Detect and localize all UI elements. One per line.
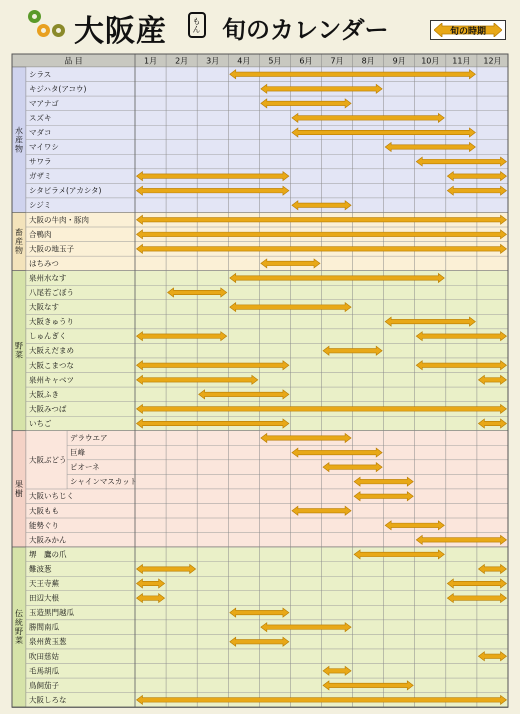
item-label: 大阪の地玉子 — [29, 244, 74, 254]
month-label: 11月 — [452, 56, 471, 66]
item-label: 田辺大根 — [29, 593, 59, 603]
item-label: 大阪もも — [29, 506, 59, 516]
month-label: 1月 — [143, 56, 158, 66]
item-label: 大阪きゅうり — [29, 317, 74, 327]
page-title: 旬のカレンダー — [222, 16, 389, 44]
item-label: 泉州黄玉葱 — [29, 637, 67, 647]
item-label: 大阪えだまめ — [29, 346, 74, 356]
item-label: 八尾若ごぼう — [29, 288, 74, 298]
month-label: 2月 — [175, 56, 189, 66]
item-sublabel: ピオーネ — [70, 462, 100, 472]
item-label: ガザミ — [29, 171, 52, 181]
category-label-char: 統 — [15, 618, 23, 628]
category-label-char: 産 — [15, 135, 23, 145]
item-sublabel: 巨峰 — [70, 448, 85, 458]
item-label: いちご — [29, 418, 52, 428]
category-label-char: 野 — [15, 627, 23, 637]
category-label-char: 野 — [15, 341, 23, 351]
item-label: 泉州キャベツ — [29, 375, 74, 385]
item-label: キジハタ(アコウ) — [29, 84, 87, 94]
legend-label: 旬の時期 — [449, 27, 486, 37]
item-label: 能勢ぐり — [29, 520, 59, 530]
month-label: 3月 — [206, 56, 220, 66]
item-label: 大阪みかん — [29, 535, 67, 545]
item-label: しゅんぎく — [29, 331, 67, 341]
item-label: 難波葱 — [29, 564, 52, 574]
table-row — [26, 373, 508, 388]
category-label-char: 産 — [15, 237, 23, 247]
item-label: 泉州水なす — [29, 273, 67, 283]
item-label: 大阪ぶどう — [29, 455, 67, 465]
table-row — [26, 562, 508, 577]
item-label: シジミ — [29, 200, 52, 210]
item-label: マイワシ — [29, 142, 59, 152]
item-label: はちみつ — [29, 258, 59, 268]
category-label-char: 菜 — [15, 350, 23, 360]
item-label: 大阪の牛肉・豚肉 — [29, 215, 89, 225]
item-label: 玉造黒門越瓜 — [29, 608, 74, 618]
month-label: 12月 — [483, 56, 502, 66]
item-label: 毛馬胡瓜 — [29, 666, 59, 676]
month-label: 9月 — [392, 56, 406, 66]
item-label: 大阪ふき — [29, 389, 59, 399]
table-row — [26, 664, 508, 679]
category-label-char: 水 — [15, 126, 23, 136]
table-row — [26, 343, 508, 358]
month-label: 10月 — [421, 56, 440, 66]
category-label-char: 畜 — [15, 228, 23, 238]
category-label-char: 果 — [15, 479, 23, 489]
item-sublabel: デラウエア — [70, 433, 108, 443]
item-label: 大阪こまつな — [29, 360, 74, 370]
table-row — [26, 678, 508, 693]
item-label: 大阪しろな — [29, 695, 67, 705]
item-label: 吹田慈姑 — [29, 651, 59, 661]
table-row — [26, 489, 508, 504]
brand-logo: 大阪産 — [74, 14, 167, 49]
table-row — [26, 285, 508, 300]
item-label: 大阪いちじく — [29, 491, 74, 501]
table-row — [26, 649, 508, 664]
item-label: 大阪なす — [29, 302, 59, 312]
item-label: 鳥飼茄子 — [29, 680, 59, 690]
item-sublabel: シャインマスカット — [70, 477, 138, 487]
table-row — [26, 445, 508, 460]
category-label-char: 樹 — [15, 488, 23, 498]
month-label: 4月 — [237, 56, 251, 66]
item-label: サワラ — [29, 157, 52, 167]
category-label-char: 物 — [15, 246, 23, 256]
item-label: 天王寺蕪 — [29, 579, 59, 589]
item-column-header: 品 目 — [64, 56, 83, 66]
month-label: 6月 — [299, 56, 313, 66]
table-row — [26, 591, 508, 606]
item-label: シラス — [29, 69, 52, 79]
month-label: 8月 — [361, 56, 375, 66]
category-label-char: 物 — [15, 144, 23, 154]
item-label: 勝間南瓜 — [29, 622, 59, 632]
brand-badge: もん — [188, 12, 206, 38]
table-row — [26, 576, 508, 591]
item-label: スズキ — [29, 113, 52, 123]
table-row — [26, 198, 508, 213]
item-label: 合鴨肉 — [29, 229, 52, 239]
month-label: 7月 — [330, 56, 344, 66]
category-label-char: 菜 — [15, 636, 23, 646]
item-label: マアナゴ — [29, 98, 59, 108]
month-label: 5月 — [268, 56, 282, 66]
item-label: シタビラメ(アカシタ) — [29, 186, 102, 196]
table-row — [26, 504, 508, 519]
item-label: 堺 鷹の爪 — [29, 549, 67, 559]
category-label-char: 伝 — [15, 609, 23, 619]
item-label: マダコ — [29, 127, 52, 137]
item-label: 大阪みつば — [29, 404, 67, 414]
